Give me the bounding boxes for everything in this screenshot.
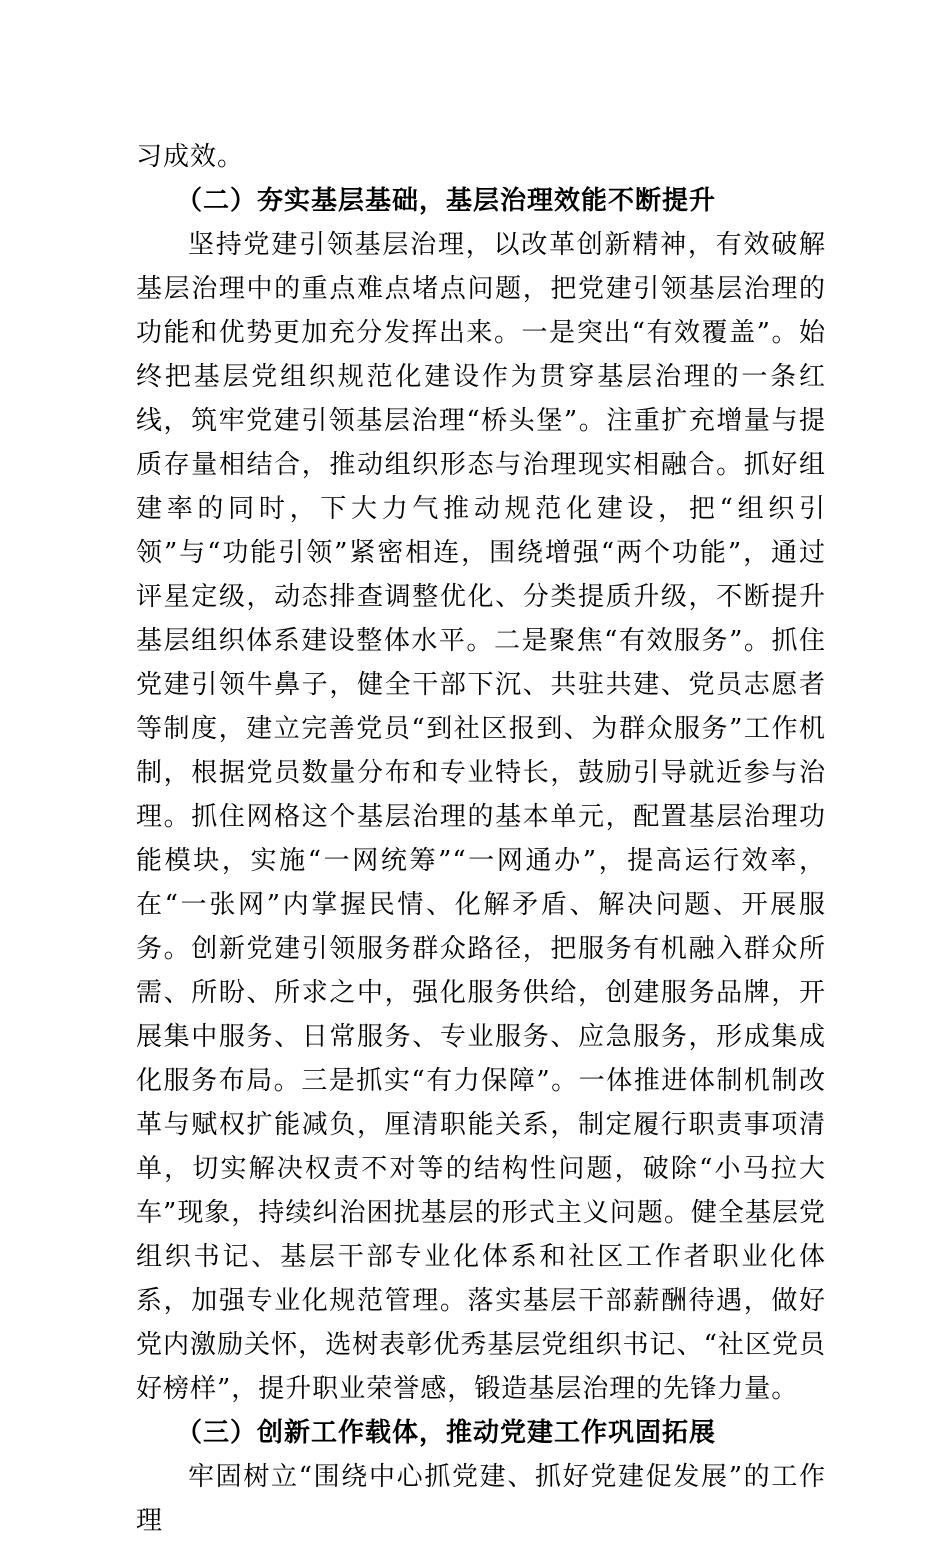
section-paragraph-2: 坚持党建引领基层治理，以改革创新精神，有效破解基层治理中的重点难点堵点问题，把党建引领基层治理的功能和优势更加充分发挥出来。一是突出“有效覆盖”。始终把基层党组织规范化建设作为贯穿基层治理的一条红线，筑牢党建引领基层治理“桥头堡”。注重扩充增量与提质存量相结合，推动组织形态与治理现实相融合。抓好组建率的同时，下大力气推动规范化建设，把“组织引领”与“功能引领”紧密相连，围绕增强“两个功能”，通过评星定级，动态排查调整优化、分类提质升级，不断提升基层组织体系建设整体水平。二是聚焦“有效服务”。抓住党建引领牛鼻子，健全干部下沉、共驻共建、党员志愿者等制度，建立完善党员“到社区报到、为群众服务”工作机制，根据党员数量分布和专业特长，鼓励引导就近参与治理。抓住网格这个基层治理的基本单元，配置基层治理功能模块，实施“一网统筹”“一网通办”，提高运行效率，在“一张网”内掌握民情、化解矛盾、解决问题、开展服务。创新党建引领服务群众路径，把服务有机融入群众所需、所盼、所求之中，强化服务供给，创建服务品牌，开展集中服务、日常服务、专业服务、应急服务，形成集成化服务布局。三是抓实“有力保障”。一体推进体制机制改革与赋权扩能减负，厘清职能关系，制定履行职责事项清单，切实解决权责不对等的结构性问题，破除“小马拉大车”现象，持续纠治困扰基层的形式主义问题。健全基层党组织书记、基层干部专业化体系和社区工作者职业化体系，加强专业化规范管理。落实基层干部薪酬待遇，做好党内激励关怀，选树表彰优秀基层党组织书记、“社区党员好榜样”，提升职业荣誉感，锻造基层治理的先锋力量。: [136, 230, 826, 1404]
document-body: [136, 135, 826, 1543]
section-paragraph-3: 牢固树立“围绕中心抓党建、抓好党建促发展”的工作理: [136, 1462, 826, 1536]
continuation-text: 习成效。: [136, 142, 245, 172]
section-heading-2: （二）夯实基层基础，基层治理效能不断提升: [176, 186, 717, 216]
section-heading-3: （三）创新工作载体，推动党建工作巩固拓展: [176, 1418, 717, 1448]
